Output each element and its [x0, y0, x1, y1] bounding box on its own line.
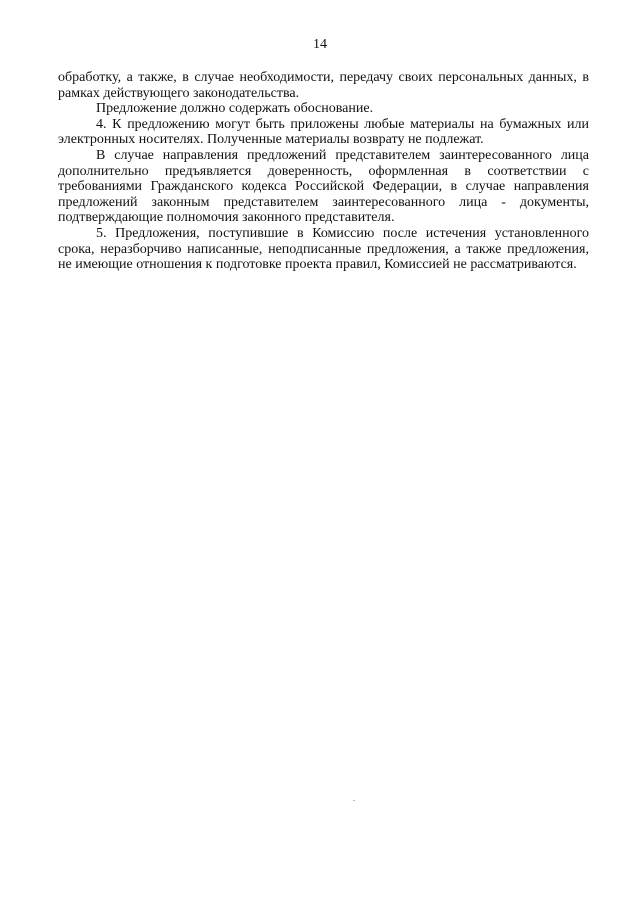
- paragraph-attached-materials: 4. К предложению могут быть приложены любые материалы на бумажных или электронных носителях. Полученные материалы возврату не подлежат.: [58, 116, 589, 148]
- scan-speck: [353, 800, 355, 801]
- paragraph-rejected-proposals: 5. Предложения, поступившие в Комиссию после истечения установленного срока, неразборчиво написанные, неподписанные предложения, а также предложения, не имеющие отношения к подготовке проекта правил, Комиссией не рассматриваются.: [58, 225, 589, 273]
- paragraph-justification-required: Предложение должно содержать обоснование.: [96, 101, 374, 117]
- document-body: [58, 70, 589, 273]
- page-number: 14: [313, 37, 327, 52]
- paragraph-representative-documents: В случае направления предложений представителем заинтересованного лица дополнительно предъявляется доверенность, оформленная в соответствии с требованиями Гражданского кодекса Российской Федерации, в случае направления предложений законным представителем заинтересованного лица - документы, подтверждающие полномочия законного представителя.: [58, 147, 589, 226]
- paragraph-personal-data-consent: обработку, а также, в случае необходимости, передачу своих персональных данных, в рамках действующего законодательства.: [58, 70, 589, 101]
